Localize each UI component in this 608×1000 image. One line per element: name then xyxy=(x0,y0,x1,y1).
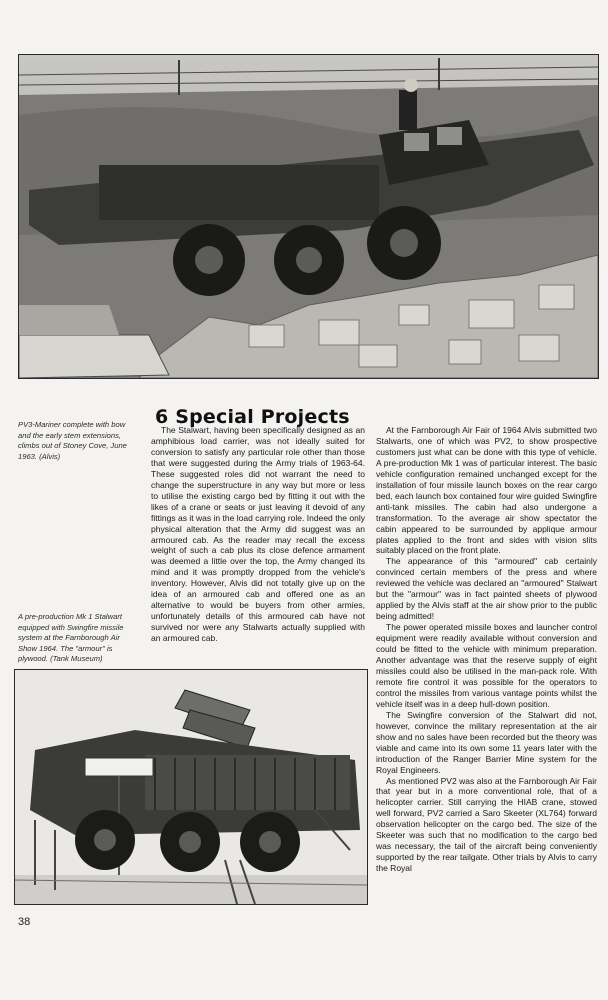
photo-stalwart-mariner xyxy=(18,54,599,379)
caption-bottom-photo: A pre-production Mk 1 Stalwart equipped with Swingfire missile system at the Farnborough Air Show 1964. The "armour" is plywood. (Tank Museum) xyxy=(18,612,124,664)
photo-stalwart-swingfire-image xyxy=(15,670,367,904)
page-title: 6 Special Projects xyxy=(155,405,350,428)
column-right xyxy=(376,425,597,874)
caption-top-photo: PV3-Mariner complete with bow and the early stem extensions, climbs out of Stoney Cove, June 1963. (Alvis) xyxy=(18,420,127,461)
paragraph: The appearance of this "armoured" cab certainly convinced certain members of the press and where reviewed the vehicle was declared an "armoured" Stalwart but the "armour" was in fact painted sheets of plywood applied by the Alvis staff at the air show prior to the public being admitted! xyxy=(376,556,597,622)
paragraph: As mentioned PV2 was also at the Farnborough Air Fair that year but in a more conventional role, that of a helicopter carrier. Still carrying the HIAB crane, stowed well forward, PV2 carried a Saro Skeeter (XL764) forward observation helicopter on the cargo bed. The size of the Skeeter was such that no modification to the cargo bed was necessary, the tail of the aircraft being conveniently supported by the rear tailgate. Other trials by Alvis to carry the Royal xyxy=(376,775,597,874)
photo-stalwart-mariner-image xyxy=(19,55,598,378)
column-middle xyxy=(151,425,365,644)
paragraph: The Swingfire conversion of the Stalwart did not, however, convince the military representation at the air show and no sales have been recorded but the theory was viable and came into its own some 11 years later with the introduction of the Ranger Barrier Mine system for the Royal Engineers. xyxy=(376,709,597,775)
paragraph: The power operated missile boxes and launcher control equipment were readily available without conversion and could be fitted to the vehicle with minimum preparation. Another advantage was that the reserve supply of eight missiles could also be utilised in the man-pack role. With remote fire control it was possible for the operators to control the missiles from various vantage points whilst the vehicle itself was in a deep hull-down position. xyxy=(376,622,597,709)
page-number: 38 xyxy=(18,916,31,928)
paragraph: At the Farnborough Air Fair of 1964 Alvis submitted two Stalwarts, one of which was PV2, to show prospective customers just what can be done with this type of vehicle. A pre-production Mk 1 was of particular interest. The basic vehicle configuration remained unchanged except for the installation of four missile launch boxes on the rear cargo bed, each launch box contained four wire guided Swingfire anti-tank missiles. The cabin had also undergone a transformation. To the average air show spectator the cabin appeared to be surrounded by applique armour plates applied to the front and sides with vision slits suitably placed on the front plate. xyxy=(376,425,597,556)
paragraph: The Stalwart, having been specifically designed as an amphibious load carrier, was not ideally suited for conversion to satisfy any particular role other than those that were suggested during the Army trials of 1963-64. These suggested roles did not warrant the need to change the superstructure in any way but more or less to utilise the existing cargo bed by fitting it out with the likes of a crane or seats or just leaving it devoid of any fittings as it was in the load carrying role. Indeed the only physical alteration that the Army did suggest was an armoured cab. As the reader may recall the excess weight of such a cab plus its close defence armament was deemed a little over the top, the Army changed its mind and it was promptly dropped from the vehicle's inventory. However, Alvis did not totally give up on the idea of an armoured cab and offered one as an alternative to would be buyers from other armies, unfortunately details of this armoured cab have not survived nor were any Stalwarts actually supplied with an armoured cab. xyxy=(151,425,365,644)
photo-stalwart-swingfire xyxy=(14,669,368,905)
